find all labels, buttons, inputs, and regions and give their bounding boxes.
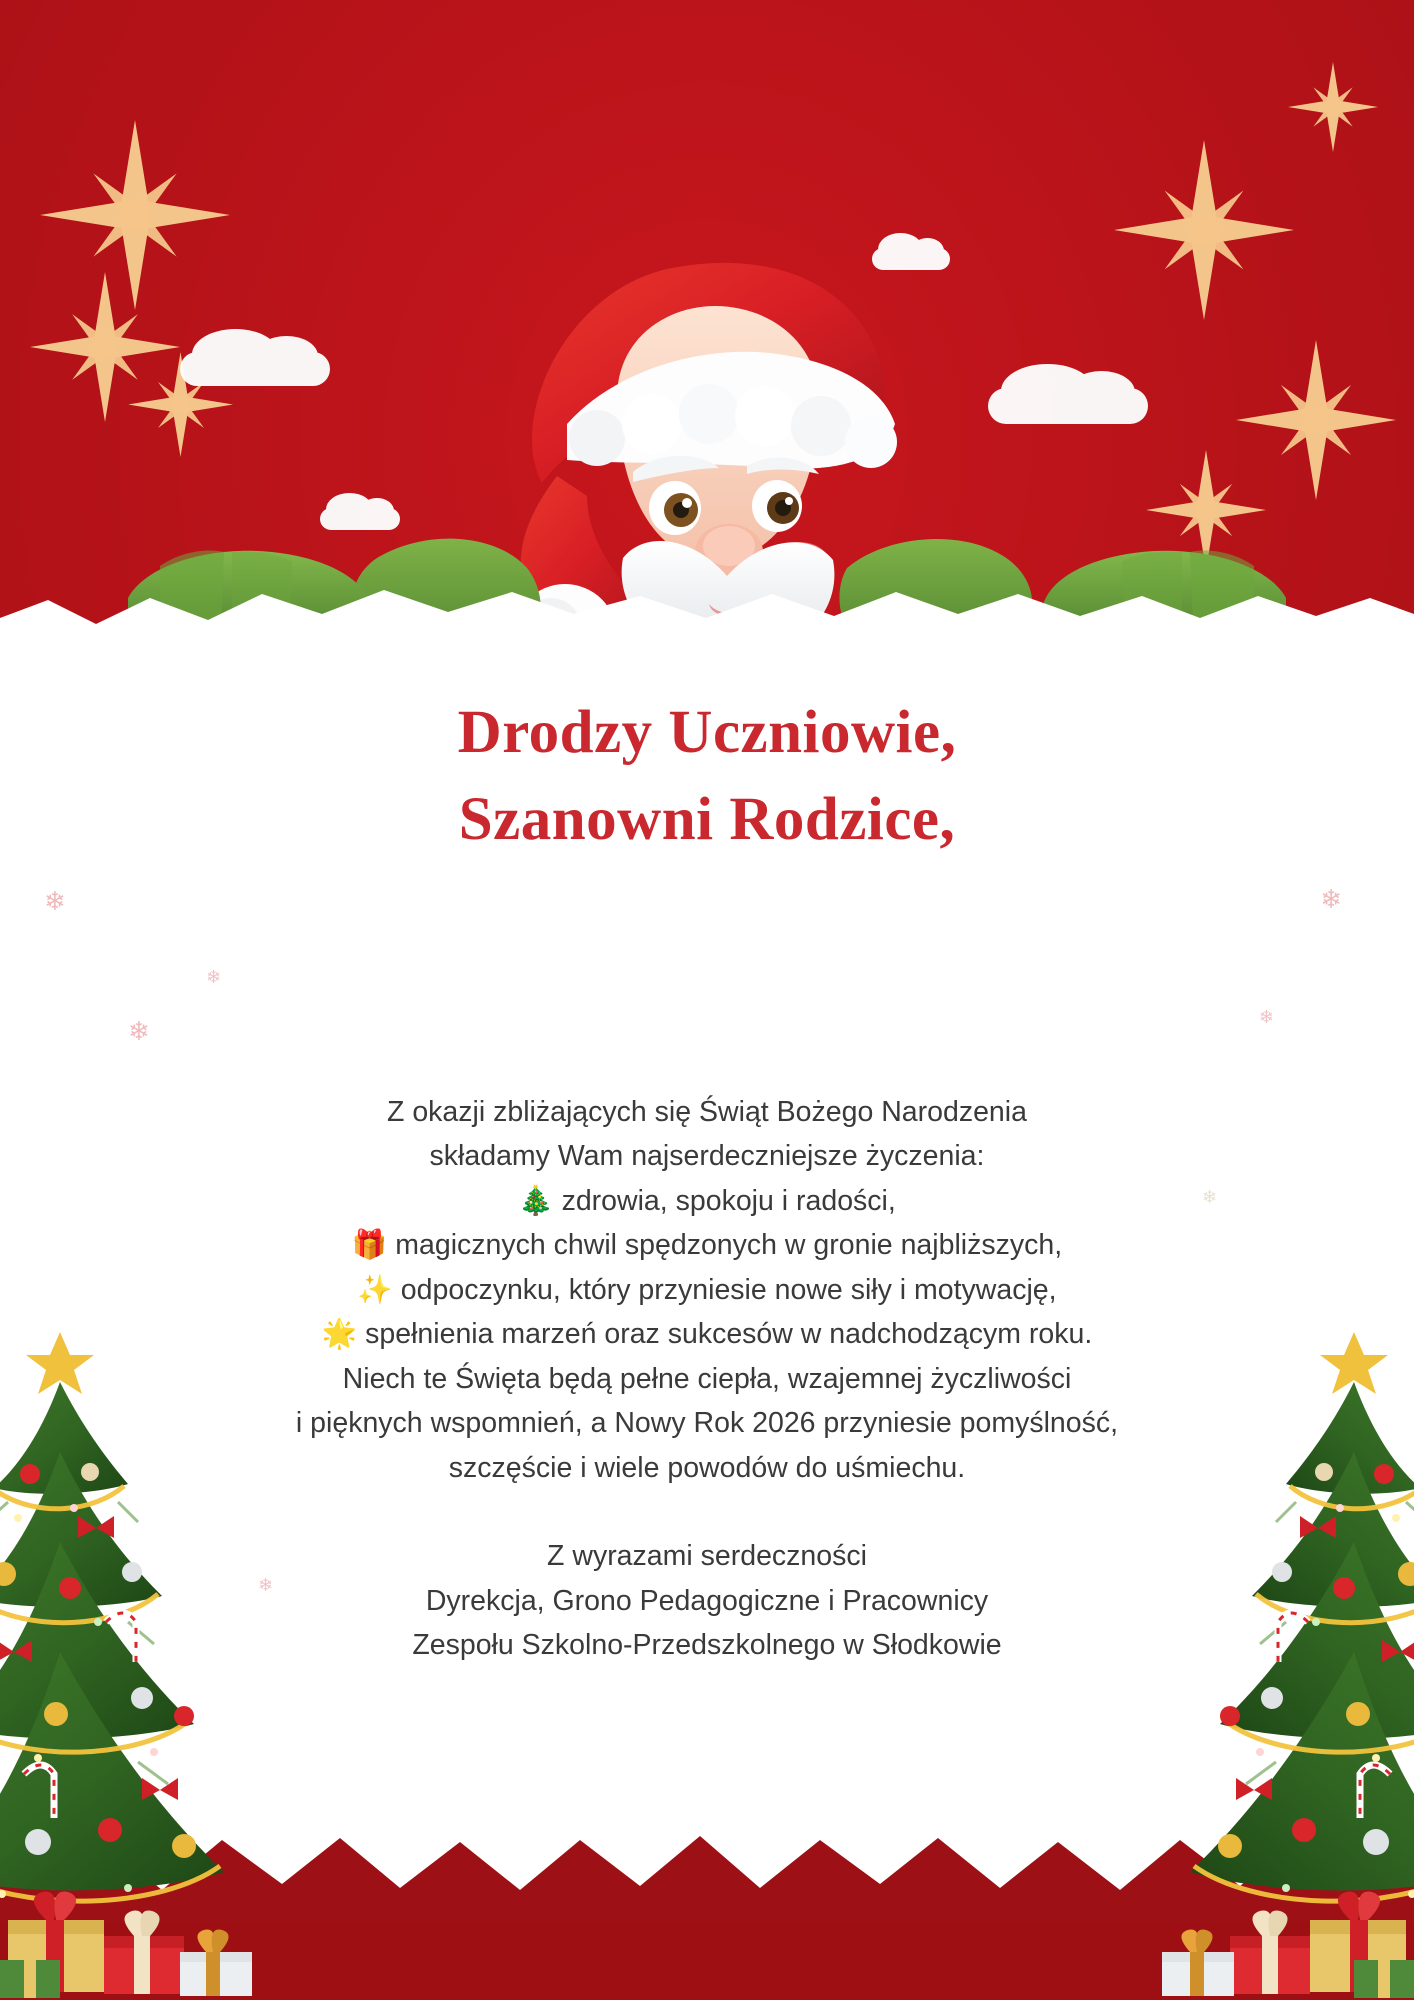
gift-boxes-illustration (1114, 1810, 1414, 2000)
cloud-icon (988, 388, 1148, 424)
signature-line-1: Z wyrazami serdeczności (547, 1540, 867, 1573)
star-icon (1114, 140, 1294, 320)
message-line-3: 🎄 zdrowia, spokoju i radości, (518, 1184, 896, 1217)
star-icon (40, 120, 230, 310)
message-line-6: 🌟 spełnienia marzeń oraz sukcesów w nadchodzącym roku. (321, 1318, 1093, 1351)
snowflake-icon: ❄ (1258, 1007, 1274, 1027)
message-line-8: i pięknych wspomnień, a Nowy Rok 2026 przyniesie pomyślność, (295, 1407, 1119, 1440)
snowflake-icon: ❄ (1320, 884, 1342, 914)
message-line-2: składamy Wam najserdeczniejsze życzenia: (429, 1140, 985, 1173)
message-line-5: ✨ odpoczynku, który przyniesie nowe siły i motywację, (357, 1273, 1057, 1306)
message-line-7: Niech te Święta będą pełne ciepła, wzajemnej życzliwości (342, 1362, 1072, 1395)
snowflake-icon: ❄ (258, 1575, 274, 1595)
headline-line-1: Drodzy Uczniowie, (457, 699, 957, 766)
paper-top-edge (0, 584, 1414, 644)
snowflake-icon: ❄ (128, 1016, 150, 1046)
message-line-1: Z okazji zbliżających się Świąt Bożego Narodzenia (387, 1096, 1027, 1128)
signature-line-2: Dyrekcja, Grono Pedagogiczne i Pracownicy (425, 1584, 989, 1617)
star-icon (1288, 62, 1378, 152)
headline-line-2: Szanowni Rodzice, (458, 785, 956, 853)
snowflake-icon: ❄ (206, 967, 222, 987)
page-title (0, 690, 1414, 863)
message-line-9: szczęście i wiele powodów do uśmiechu. (448, 1451, 966, 1484)
message-line-4: 🎁 magicznych chwil spędzonych w gronie najbliższych, (351, 1229, 1063, 1262)
cloud-icon (180, 352, 330, 386)
snowflake-icon: ❄ (44, 886, 66, 916)
cloud-icon (320, 508, 400, 530)
snowflake-icon: ❄ (1202, 1187, 1218, 1207)
gift-boxes-illustration (0, 1810, 300, 2000)
signature-line-3: Zespołu Szkolno-Przedszkolnego w Słodkowie (412, 1628, 1002, 1661)
